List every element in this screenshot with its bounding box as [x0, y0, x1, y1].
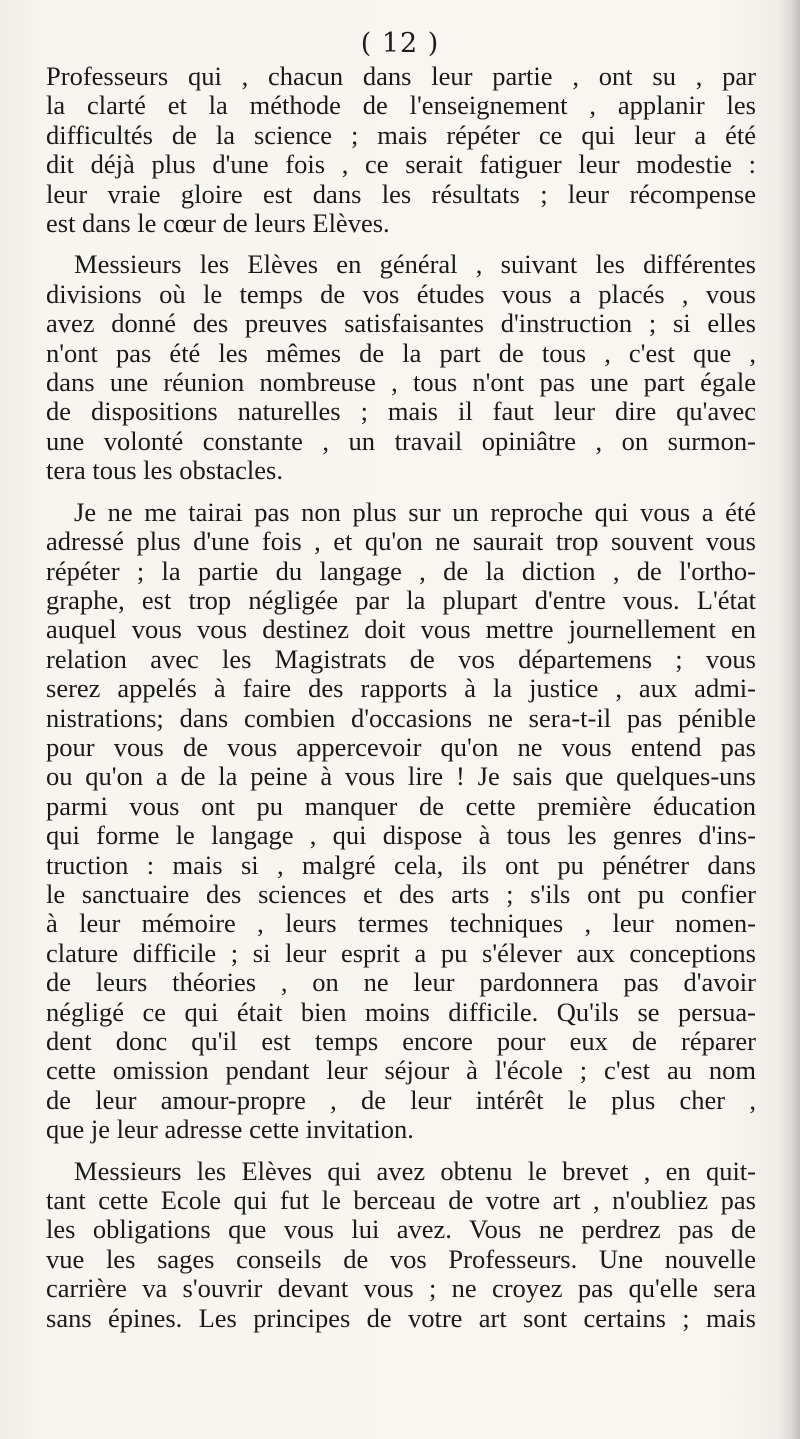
text-line: de leur amour-propre , de leur intérêt le plus cher , — [46, 1084, 756, 1115]
text-line: à leur mémoire , leurs termes techniques , leur nomen- — [46, 908, 756, 939]
paragraph-2 — [46, 250, 756, 485]
text-line: Messieurs les Elèves qui avez obtenu le brevet , en quit- — [74, 1155, 756, 1186]
text-line: cette omission pendant leur séjour à l'école ; c'est au nom — [46, 1055, 756, 1086]
text-line: tera tous les obstacles. — [46, 455, 283, 486]
text-line: adressé plus d'une fois , et qu'on ne saurait trop souvent vous — [46, 526, 756, 557]
text-line: pour vous de vous appercevoir qu'on ne vous entend pas — [46, 731, 756, 762]
page-edge-shadow — [778, 0, 800, 1439]
page-number: ( 12 ) — [360, 28, 440, 59]
text-line: dent donc qu'il est temps encore pour eux de réparer — [46, 1026, 756, 1056]
text-line: répéter ; la partie du langage , de la diction , de l'ortho- — [46, 555, 756, 586]
text-line: auquel vous vous destinez doit vous mettre journellement en — [46, 614, 756, 645]
text-line: négligé ce qui était bien moins difficile. Qu'ils se persua- — [46, 996, 756, 1027]
text-line: sans épines. Les principes de votre art sont certains ; mais — [46, 1302, 756, 1333]
text-line: divisions où le temps de vos études vous a placés , vous — [46, 278, 756, 309]
text-line: vue les sages conseils de vos Professeurs. Une nouvelle — [46, 1243, 756, 1274]
text-line: tant cette Ecole qui fut le berceau de votre art , n'oubliez pas — [46, 1185, 756, 1216]
text-line: dit déjà plus d'une fois , ce serait fatiguer leur modestie : — [46, 149, 756, 180]
text-line: truction : mais si , malgré cela, ils ont pu pénétrer dans — [46, 849, 756, 880]
text-line: graphe, est trop négligée par la plupart d'entre vous. L'état — [46, 584, 756, 615]
text-line: de leurs théories , on ne leur pardonnera pas d'avoir — [46, 967, 756, 998]
text-line: qui forme le langage , qui dispose à tous les genres d'ins- — [46, 820, 756, 851]
text-line: est dans le cœur de leurs Elèves. — [46, 208, 390, 239]
text-line: parmi vous ont pu manquer de cette première éducation — [46, 790, 756, 821]
text-line: dans une réunion nombreuse , tous n'ont pas une part égale — [46, 367, 756, 398]
text-line: clature difficile ; si leur esprit a pu s'élever aux conceptions — [46, 937, 756, 968]
text-line: n'ont pas été les mêmes de la part de tous , c'est que , — [46, 337, 756, 368]
text-line: avez donné des preuves satisfaisantes d'instruction ; si elles — [46, 308, 756, 339]
text-line: Je ne me tairai pas non plus sur un reproche qui vous a été — [74, 496, 756, 527]
paragraph-3 — [46, 498, 756, 1145]
text-line: la clarté et la méthode de l'enseignement , applanir les — [46, 90, 756, 121]
text-line: de dispositions naturelles ; mais il faut leur dire qu'avec — [46, 396, 756, 427]
text-line: carrière va s'ouvrir devant vous ; ne croyez pas qu'elle sera — [46, 1273, 756, 1304]
text-line: ou qu'on a de la peine à vous lire ! Je sais que quelques-uns — [46, 761, 756, 792]
paragraph-1 — [46, 62, 756, 238]
paragraph-4 — [46, 1157, 756, 1333]
text-line: relation avec les Magistrats de vos départemens ; vous — [46, 643, 756, 674]
text-line: difficultés de la science ; mais répéter ce qui leur a été — [46, 119, 756, 150]
text-line: serez appelés à faire des rapports à la justice , aux admi- — [46, 673, 756, 704]
text-line: les obligations que vous lui avez. Vous ne perdrez pas de — [46, 1214, 756, 1245]
page-body-text — [46, 62, 756, 1345]
text-line: nistrations; dans combien d'occasions ne sera-t-il pas pénible — [46, 702, 756, 733]
text-line: Messieurs les Elèves en général , suivant les différentes — [74, 249, 756, 280]
text-line: une volonté constante , un travail opiniâtre , on surmon- — [46, 425, 756, 456]
text-line: que je leur adresse cette invitation. — [46, 1114, 414, 1145]
text-line: le sanctuaire des sciences et des arts ; s'ils ont pu confier — [46, 878, 756, 909]
text-line: Professeurs qui , chacun dans leur partie , ont su , par — [46, 61, 756, 91]
text-line: leur vraie gloire est dans les résultats ; leur récompense — [46, 178, 756, 209]
